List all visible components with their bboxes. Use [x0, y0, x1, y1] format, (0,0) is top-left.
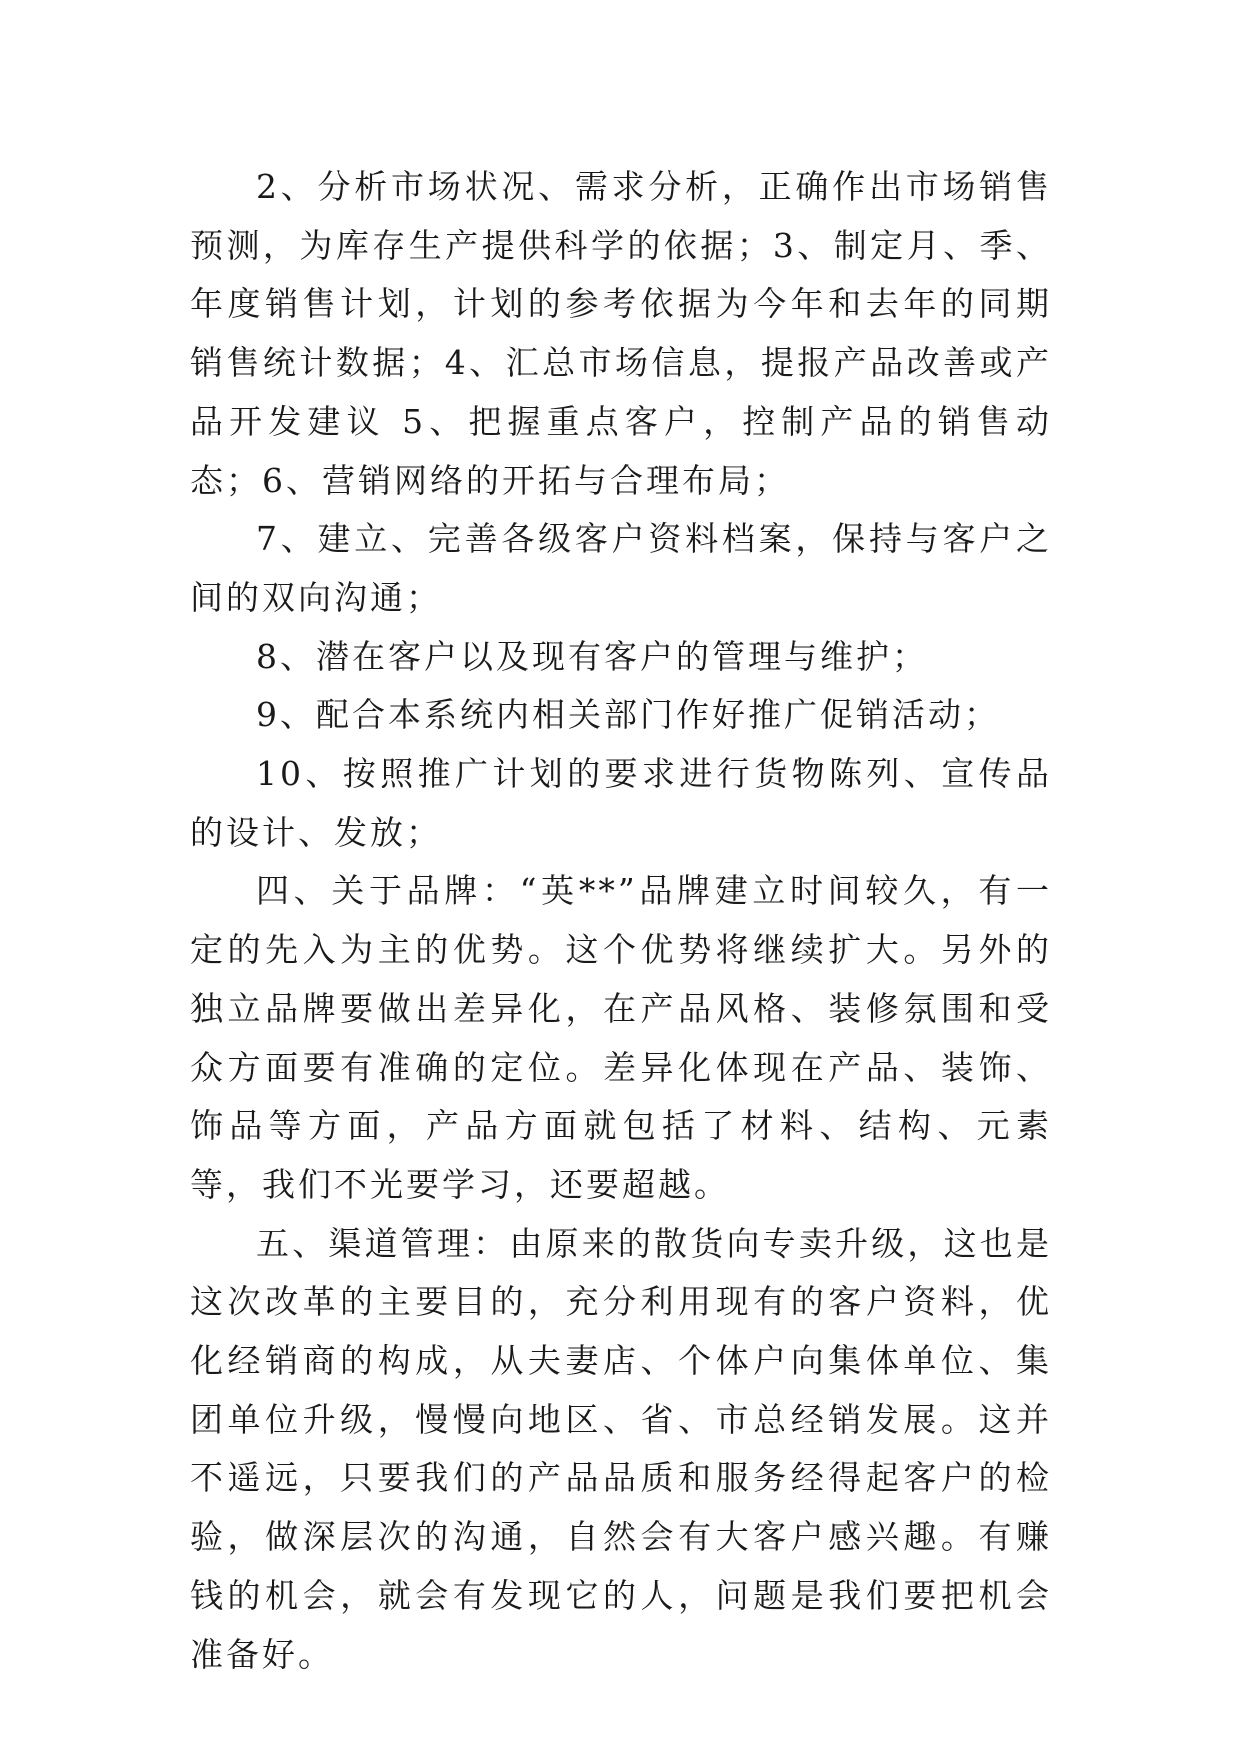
paragraph-item-10: 10、按照推广计划的要求进行货物陈列、宣传品的设计、发放； — [190, 754, 1052, 852]
paragraph-item-7: 7、建立、完善各级客户资料档案，保持与客户之间的双向沟通； — [190, 519, 1052, 617]
paragraph-channel-management: 五、渠道管理：由原来的散货向专卖升级，这也是这次改革的主要目的，充分利用现有的客户资料，优化经销商的构成，从夫妻店、个体户向集体单位、集团单位升级，慢慢向地区、省、市总经销发展。这并不遥远，只要我们的产品品质和服务经得起客户的检验，做深层次的沟通，自然会有大客户感兴趣。有赚钱的机会，就会有发现它的人，问题是我们要把机会准备好。 — [190, 1223, 1052, 1674]
paragraph-sales-duties: 2、分析市场状况、需求分析，正确作出市场销售预测，为库存生产提供科学的依据；3、制定月、季、年度销售计划，计划的参考依据为今年和去年的同期销售统计数据；4、汇总市场信息，提报产品改善或产品开发建议 5、把握重点客户，控制产品的销售动态；6、营销网络的开拓与合理布局； — [190, 167, 1052, 500]
paragraph-brand: 四、关于品牌：“英**”品牌建立时间较久，有一定的先入为主的优势。这个优势将继续扩大。另外的独立品牌要做出差异化，在产品风格、装修氛围和受众方面要有准确的定位。差异化体现在产品、装饰、饰品等方面，产品方面就包括了材料、结构、元素等，我们不光要学习，还要超越。 — [190, 871, 1052, 1204]
document-body — [190, 158, 1052, 1684]
paragraph-item-8: 8、潜在客户以及现有客户的管理与维护； — [256, 636, 928, 676]
paragraph-item-9: 9、配合本系统内相关部门作好推广促销活动； — [256, 695, 1000, 735]
